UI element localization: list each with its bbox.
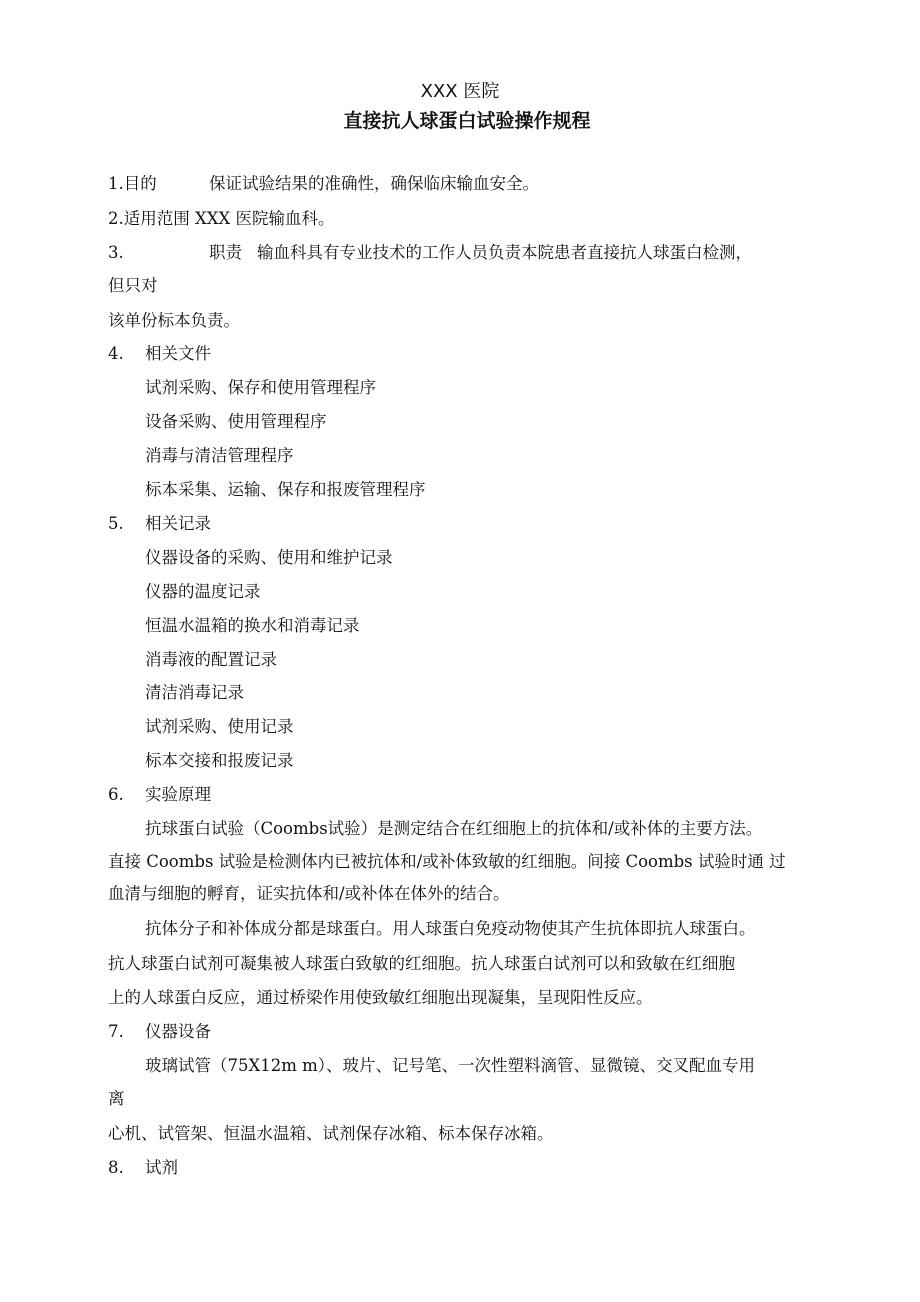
section4-item: 消毒与清洁管理程序 — [145, 446, 294, 465]
section8-label: 试剂 — [145, 1158, 178, 1177]
section5-label: 相关记录 — [145, 514, 211, 533]
section3-num: 3. — [108, 243, 124, 262]
section8-num: 8. — [108, 1158, 124, 1177]
section1-text: 保证试验结果的准确性，确保临床输血安全。 — [209, 174, 539, 193]
section7-line: 离 — [108, 1089, 125, 1108]
section3-text: 输血科具有专业技术的工作人员负责本院患者直接抗人球蛋白检测， — [257, 243, 752, 262]
section3-label: 职责 — [209, 243, 242, 262]
section5-item: 清洁消毒记录 — [145, 683, 244, 702]
section4-item: 设备采购、使用管理程序 — [145, 412, 327, 431]
section5-item: 仪器设备的采购、使用和维护记录 — [145, 548, 393, 567]
section7-line: 心机、试管架、恒温水温箱、试剂保存冰箱、标本保存冰箱。 — [108, 1124, 554, 1143]
document-title: 直接抗人球蛋白试验操作规程 — [343, 110, 591, 132]
section5-item: 试剂采购、使用记录 — [145, 717, 294, 736]
section6-para1-line: 血清与细胞的孵育，证实抗体和/或补体在体外的结合。 — [108, 884, 510, 903]
section6-para2-line: 上的人球蛋白反应，通过桥梁作用使致敏红细胞出现凝集，呈现阳性反应。 — [108, 988, 653, 1007]
section6-num: 6. — [108, 785, 124, 804]
section7-line: 玻璃试管（75X12m m）、玻片、记号笔、一次性塑料滴管、显微镜、交叉配血专用 — [145, 1056, 756, 1075]
section6-para1-line: 直接 Coombs 试验是检测体内已被抗体和/或补体致敏的红细胞。间接 Coombs 试验时通 过 — [108, 852, 786, 871]
section4-num: 4. — [108, 344, 124, 363]
section3-line2: 但只对 — [108, 276, 158, 295]
section4-item: 标本采集、运输、保存和报废管理程序 — [145, 480, 426, 499]
hospital-name: XXX 医院 — [420, 81, 500, 102]
section6-para1-line: 抗球蛋白试验（Coombs试验）是测定结合在红细胞上的抗体和/或补体的主要方法。 — [145, 819, 763, 838]
section7-num: 7. — [108, 1022, 124, 1041]
section3-line3: 该单份标本负责。 — [108, 311, 240, 330]
section7-label: 仪器设备 — [145, 1022, 211, 1041]
section4-label: 相关文件 — [145, 344, 211, 363]
section5-item: 仪器的温度记录 — [145, 582, 261, 601]
section5-item: 消毒液的配置记录 — [145, 650, 277, 669]
section1-label: 1.目的 — [108, 174, 157, 193]
section6-para2-line: 抗体分子和补体成分都是球蛋白。用人球蛋白免疫动物使其产生抗体即抗人球蛋白。 — [145, 919, 756, 938]
section5-item: 恒温水温箱的换水和消毒记录 — [145, 616, 360, 635]
section5-num: 5. — [108, 514, 124, 533]
section2-text: 2.适用范围 XXX 医院输血科。 — [108, 209, 335, 228]
section4-item: 试剂采购、保存和使用管理程序 — [145, 378, 376, 397]
section6-para2-line: 抗人球蛋白试剂可凝集被人球蛋白致敏的红细胞。抗人球蛋白试剂可以和致敏在红细胞 — [108, 954, 735, 973]
section5-item: 标本交接和报废记录 — [145, 751, 294, 770]
section6-label: 实验原理 — [145, 785, 211, 804]
